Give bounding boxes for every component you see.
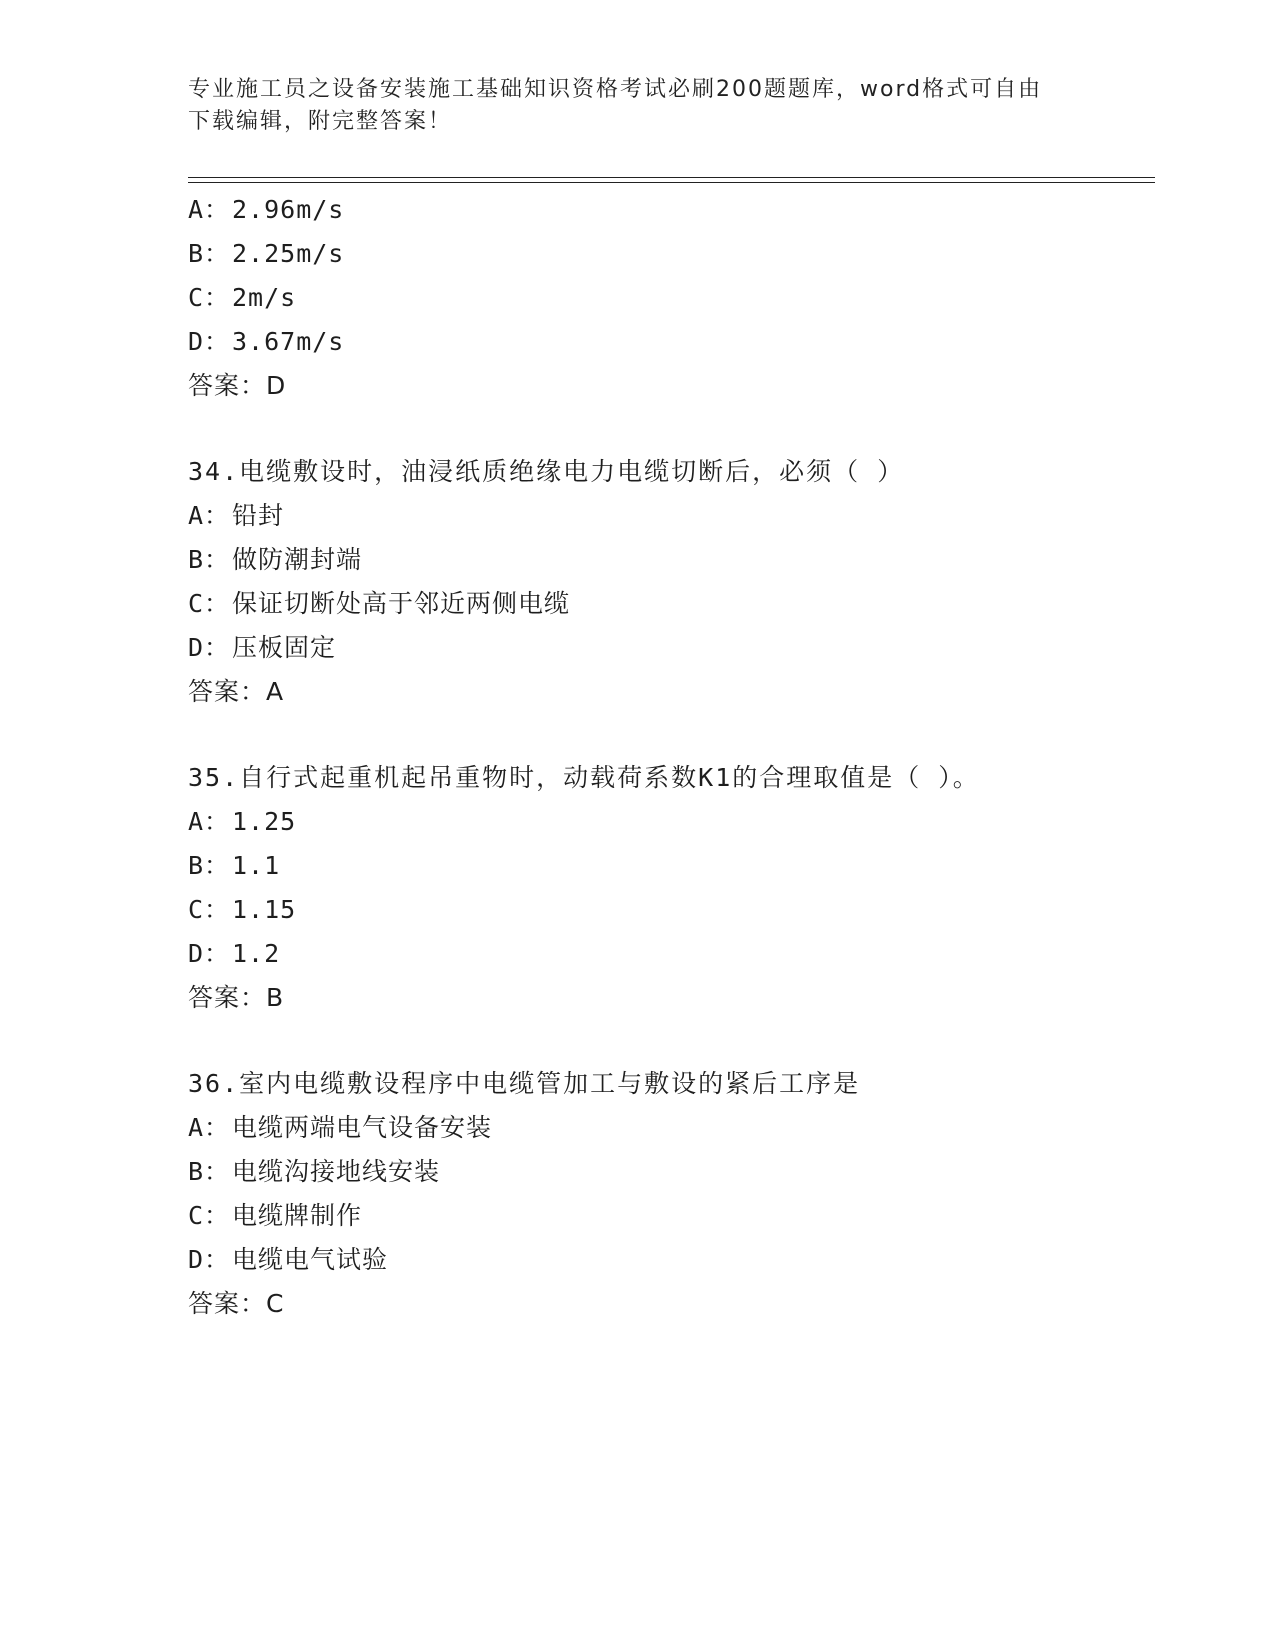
option-label: D：	[188, 633, 231, 662]
option-label: A：	[188, 195, 231, 224]
q36-option-d	[188, 1244, 388, 1276]
q34-option-c	[188, 588, 570, 620]
document-header	[188, 74, 1088, 138]
q34-option-a	[188, 500, 284, 532]
option-label: A：	[188, 1113, 231, 1142]
option-label: D：	[188, 939, 231, 968]
option-label: B：	[188, 851, 231, 880]
option-text: 压板固定	[232, 633, 337, 662]
option-label: B：	[188, 239, 231, 268]
option-label: C：	[188, 283, 231, 312]
option-text: 1.1	[232, 851, 281, 880]
option-text: 电缆电气试验	[232, 1245, 389, 1274]
q34-question: 34.电缆敷设时，油浸纸质绝缘电力电缆切断后，必须（ ）	[188, 457, 905, 486]
q36-option-a	[188, 1112, 492, 1144]
option-text: 2m/s	[232, 283, 297, 312]
option-text: 2.25m/s	[232, 239, 345, 268]
option-label: D：	[188, 327, 231, 356]
q35-option-b	[188, 850, 280, 882]
header-divider-bottom	[188, 182, 1155, 183]
q36-option-b	[188, 1156, 440, 1188]
header-line-1: 专业施工员之设备安装施工基础知识资格考试必刷200题题库，word格式可自由	[188, 77, 1043, 102]
option-text: 铅封	[232, 501, 285, 530]
option-label: B：	[188, 1157, 231, 1186]
q33-answer: 答案：D	[188, 371, 287, 400]
option-label: B：	[188, 545, 231, 574]
option-label: A：	[188, 807, 231, 836]
option-text: 电缆两端电气设备安装	[232, 1113, 493, 1142]
option-text: 1.15	[232, 895, 297, 924]
option-text: 电缆牌制作	[232, 1201, 363, 1230]
option-text: 电缆沟接地线安装	[232, 1157, 441, 1186]
option-label: C：	[188, 589, 231, 618]
option-label: C：	[188, 1201, 231, 1230]
option-text: 做防潮封端	[232, 545, 363, 574]
option-text: 1.2	[232, 939, 281, 968]
q36-answer: 答案：C	[188, 1289, 285, 1318]
q33-option-a	[188, 194, 344, 226]
q35-question: 35.自行式起重机起吊重物时，动载荷系数K1的合理取值是（ ）。	[188, 763, 980, 792]
q35-option-a	[188, 806, 296, 838]
q34-answer: 答案：A	[188, 677, 285, 706]
option-label: D：	[188, 1245, 231, 1274]
option-label: C：	[188, 895, 231, 924]
option-text: 保证切断处高于邻近两侧电缆	[232, 589, 571, 618]
q33-option-b	[188, 238, 344, 270]
option-text: 3.67m/s	[232, 327, 345, 356]
header-line-2: 下载编辑，附完整答案！	[188, 109, 453, 134]
option-text: 1.25	[232, 807, 297, 836]
q33-option-c	[188, 282, 296, 314]
option-label: A：	[188, 501, 231, 530]
q35-option-c	[188, 894, 296, 926]
q33-option-d	[188, 326, 344, 358]
q36-question: 36.室内电缆敷设程序中电缆管加工与敷设的紧后工序是	[188, 1069, 861, 1098]
q34-option-b	[188, 544, 362, 576]
q35-answer: 答案：B	[188, 983, 285, 1012]
header-divider-top	[188, 177, 1155, 178]
q36-option-c	[188, 1200, 362, 1232]
q35-option-d	[188, 938, 280, 970]
q34-option-d	[188, 632, 336, 664]
option-text: 2.96m/s	[232, 195, 345, 224]
